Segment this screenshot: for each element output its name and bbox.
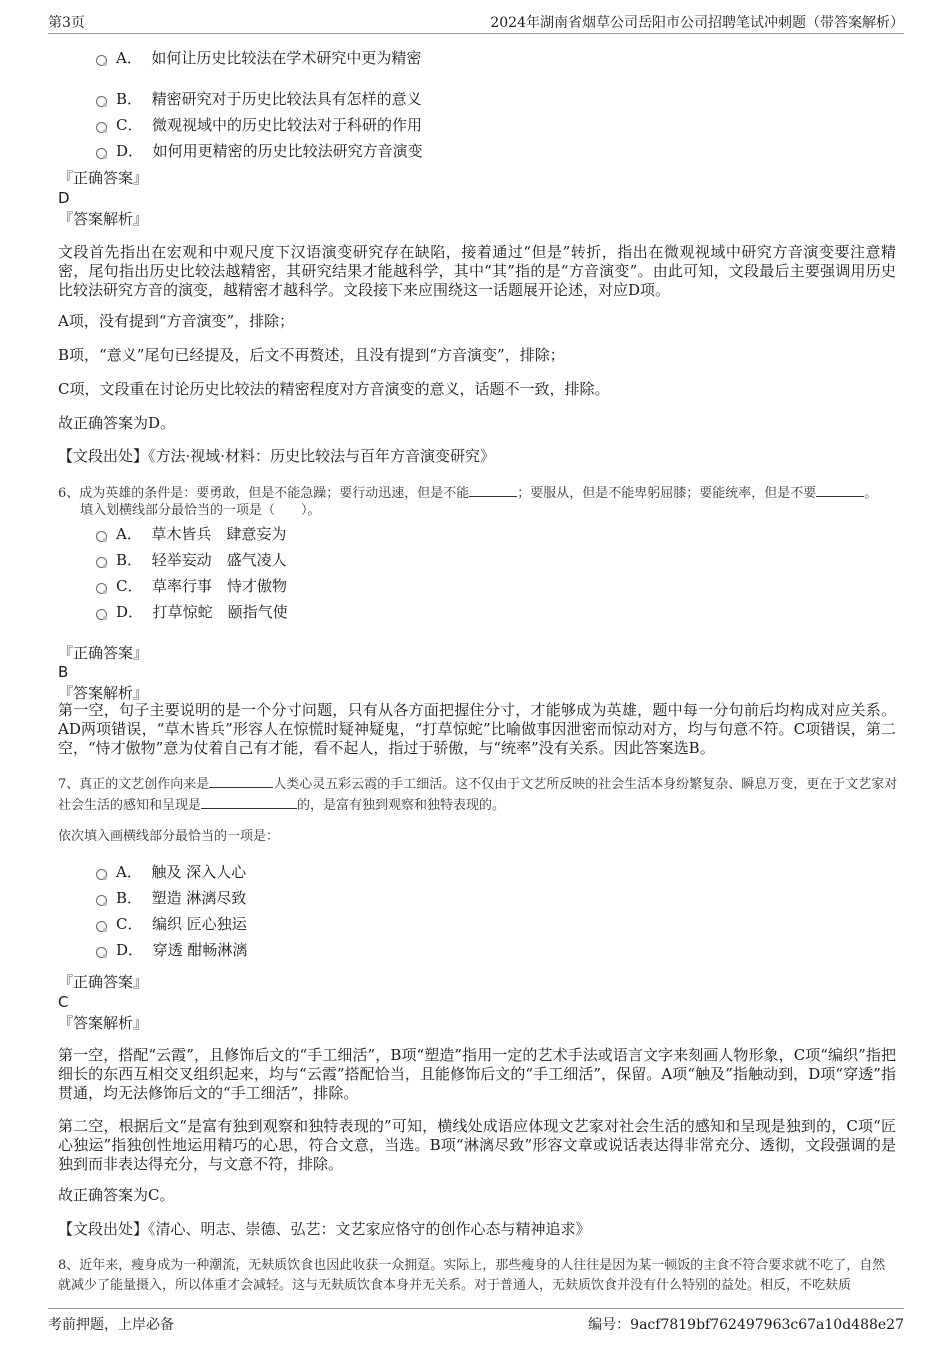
q6-answer-label: 『正确答案』: [58, 644, 149, 662]
q5-option-c[interactable]: C． 微观视域中的历史比较法对于科研的作用: [96, 115, 422, 135]
radio-icon[interactable]: [96, 895, 107, 906]
q7-option-b[interactable]: B． 塑造 淋漓尽致: [96, 888, 246, 908]
q7-option-a[interactable]: A． 触及 深入人心: [96, 862, 246, 882]
q5-analysis-p3: B项，“意义”尾句已经提及，后文不再赘述，且没有提到“方音演变”，排除；: [58, 346, 565, 364]
footer-serial: 编号：9acf7819bf762497963c67a10d488e27: [588, 1317, 904, 1333]
radio-icon[interactable]: [96, 609, 107, 620]
radio-icon[interactable]: [96, 148, 107, 159]
q6-stem-instruction: 填入划横线部分最恰当的一项是（ ）。: [80, 503, 321, 518]
radio-icon[interactable]: [96, 531, 107, 542]
document-title: 2024年湖南省烟草公司岳阳市公司招聘笔试冲刺题（带答案解析）: [490, 15, 904, 31]
fill-blank[interactable]: [209, 773, 273, 788]
q7-answer-label: 『正确答案』: [58, 973, 149, 991]
q5-analysis-p5: 故正确答案为D。: [58, 414, 176, 432]
header-divider: [48, 33, 904, 34]
q7-stem-instruction: 依次填入画横线部分最恰当的一项是：: [58, 829, 280, 844]
q6-stem: 6、成为英雄的条件是：要勇敢，但是不能急躁；要行动迅速，但是不能 ；要服从，但是不能卑躬屈膝；要能统率，但是不要 。: [58, 482, 898, 503]
q5-option-a[interactable]: A． 如何让历史比较法在学术研究中更为精密: [96, 48, 421, 68]
radio-icon[interactable]: [96, 122, 107, 133]
q7-option-d[interactable]: D． 穿透 酣畅淋漓: [96, 940, 247, 960]
q5-answer: D: [58, 189, 70, 207]
page-number: 第3页: [48, 15, 85, 31]
q5-analysis-p1: 文段首先指出在宏观和中观尺度下汉语演变研究存在缺陷，接着通过“但是”转折，指出在微观视域中研究方音演变要注意精密，尾句指出历史比较法越精密，其研究结果才能越科学，其中“其”指的是“方音演变”。由此可知，文段最后主要强调用历史比较法研究方音的演变，越精密才越科学。文段接下来应围绕这一话题展开论述，对应D项。: [58, 243, 896, 299]
fill-blank[interactable]: [469, 482, 517, 497]
q6-answer: B: [58, 663, 69, 681]
q5-analysis-p4: C项，文段重在讨论历史比较法的精密程度对方音演变的意义，话题不一致，排除。: [58, 380, 610, 398]
q7-analysis-p3: 故正确答案为C。: [58, 1186, 175, 1204]
q7-answer: C: [58, 993, 69, 1011]
q5-option-d[interactable]: D． 如何用更精密的历史比较法研究方音演变: [96, 141, 423, 161]
radio-icon[interactable]: [96, 55, 107, 66]
q7-analysis-label: 『答案解析』: [58, 1014, 149, 1032]
radio-icon[interactable]: [96, 947, 107, 958]
q6-option-d[interactable]: D． 打草惊蛇 颐指气使: [96, 602, 288, 622]
q6-analysis-label: 『答案解析』: [58, 684, 149, 702]
radio-icon[interactable]: [96, 583, 107, 594]
q5-answer-label: 『正确答案』: [58, 169, 149, 187]
q6-analysis: 第一空，句子主要说明的是一个分寸问题，只有从各方面把握住分寸，才能够成为英雄，题中每一分句前后均构成对应关系。AD两项错误，“草木皆兵”形容人在惊慌时疑神疑鬼，“打草惊蛇”比喻做事因泄密而惊动对方，均与句意不符。C项错误，第二空，“恃才傲物”意为仗着自己有才能，看不起人，指过于骄傲，与“统率”没有关系。因此答案选B。: [58, 701, 896, 757]
q5-analysis-p2: A项，没有提到“方音演变”，排除；: [58, 312, 295, 330]
q7-analysis-p1: 第一空，搭配“云霞”，且修饰后文的“手工细活”，B项“塑造”指用一定的艺术手法或语言文字来刻画人物形象，C项“编织”指把细长的东西互相交叉组织起来，均与“云霞”搭配恰当，且能修饰后文的“手工细活”，保留。A项“触及”指触动到，D项“穿透”指贯通，均无法修饰后文的“手工细活”，排除。: [58, 1046, 896, 1102]
q7-option-c[interactable]: C． 编织 匠心独运: [96, 914, 247, 934]
radio-icon[interactable]: [96, 557, 107, 568]
fill-blank[interactable]: [816, 482, 864, 497]
q6-option-b[interactable]: B． 轻举妄动 盛气凌人: [96, 550, 287, 570]
fill-blank[interactable]: [201, 794, 297, 809]
q7-source: 【文段出处】《清心、明志、崇德、弘艺：文艺家应恪守的创作心态与精神追求》: [58, 1220, 591, 1238]
footer-slogan: 考前押题，上岸必备: [48, 1317, 174, 1333]
radio-icon[interactable]: [96, 869, 107, 880]
q7-stem: 7、真正的文艺创作向来是 人类心灵五彩云霞的手工细活。这不仅由于文艺所反映的社会生活本身纷繁复杂、瞬息万变，更在于文艺家对社会生活的感知和呈现是 的，是富有独到观察和独特表现的。: [58, 773, 898, 815]
page-header: [0, 0, 950, 36]
q6-option-c[interactable]: C． 草率行事 恃才傲物: [96, 576, 287, 596]
radio-icon[interactable]: [96, 921, 107, 932]
q5-source: 【文段出处】《方法·视域·材料：历史比较法与百年方音演变研究》: [58, 447, 496, 465]
q5-analysis-label: 『答案解析』: [58, 210, 149, 228]
radio-icon[interactable]: [96, 96, 107, 107]
q7-analysis-p2: 第二空，根据后文“是富有独到观察和独特表现的”可知，横线处成语应体现文艺家对社会生活的感知和呈现是独到的，C项“匠心独运”指独创性地运用精巧的心思，符合文意，当选。B项“淋漓尽致”形容文章或说话表达得非常充分、透彻，文段强调的是独到而非表达得充分，与文意不符，排除。: [58, 1117, 896, 1173]
q5-option-b[interactable]: B． 精密研究对于历史比较法具有怎样的意义: [96, 89, 422, 109]
footer-divider: [48, 1308, 904, 1309]
q6-option-a[interactable]: A． 草木皆兵 肆意妄为: [96, 524, 286, 544]
q8-stem: 8、近年来，瘦身成为一种潮流，无麸质饮食也因此收获一众拥趸。实际上，那些瘦身的人往往是因为某一顿饭的主食不符合要求就不吃了，自然就减少了能量摄入，所以体重才会减轻。这与无麸质饮食本身并无关系。对于普通人，无麸质饮食并没有什么特别的益处。相反，不吃麸质: [58, 1258, 886, 1293]
